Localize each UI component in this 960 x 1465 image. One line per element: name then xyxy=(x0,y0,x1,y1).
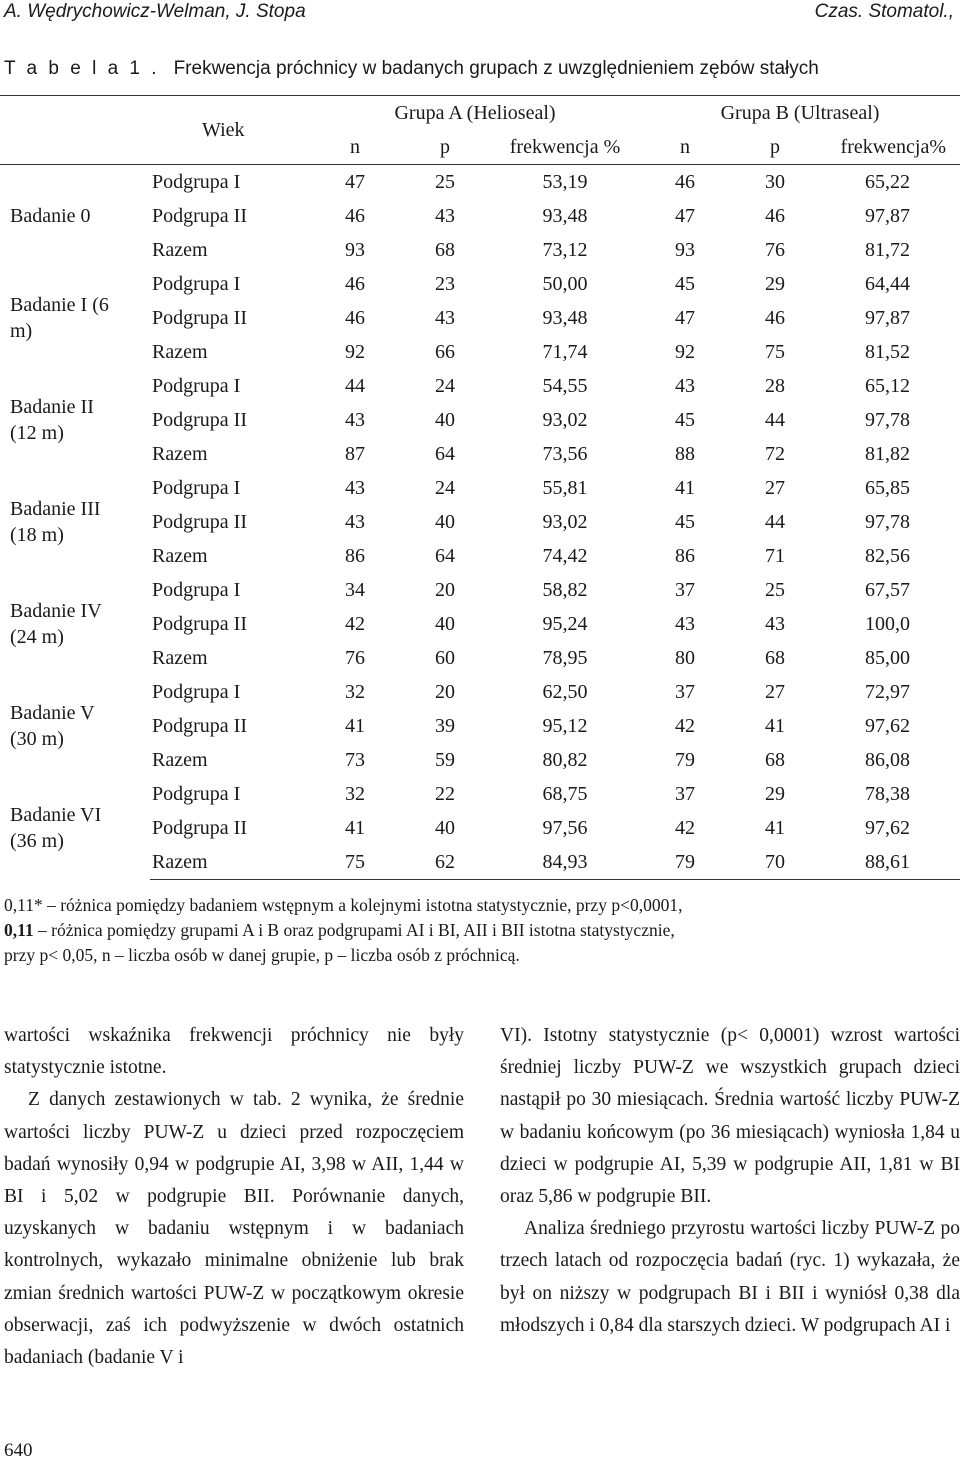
study-label: Badanie IV (24 m) xyxy=(10,600,102,648)
body-column-right xyxy=(500,1020,960,1342)
cell-b-p: 44 xyxy=(765,510,786,533)
cell-b-n: 42 xyxy=(675,714,696,737)
running-header-journal: Czas. Stomatol., xyxy=(814,1,954,22)
cell-b-n: 43 xyxy=(675,612,696,635)
subgroup-label: Podgrupa II xyxy=(152,408,247,431)
cell-a-n: 75 xyxy=(310,845,400,880)
cell-a-p: 43 xyxy=(435,306,455,329)
cell-b-n: 45 xyxy=(675,272,696,295)
cell-b-n: 46 xyxy=(675,170,696,193)
cell-a-frequency: 55,81 xyxy=(542,476,588,499)
table-body xyxy=(0,165,960,880)
table-row xyxy=(0,777,960,811)
cell-b-frequency: 81,52 xyxy=(865,340,911,363)
cell-b-frequency: 85,00 xyxy=(865,646,911,669)
cell-a-frequency: 78,95 xyxy=(542,646,588,669)
cell-b-n: 37 xyxy=(675,782,696,805)
cell-a-frequency: 84,93 xyxy=(490,845,640,880)
cell-b-n: 86 xyxy=(675,544,696,567)
body-column-left xyxy=(4,1020,464,1374)
results-table xyxy=(0,95,960,880)
paragraph: Z danych zestawionych w tab. 2 wynika, że średnie wartości liczby PUW-Z u dzieci przed rozpoczęciem badań wynosiły 0,94 w podgrupie AI, 3,98 w AII, 1,44 w BI i 5,02 w podgrupie BII. Porównanie danych, uzyskanych w badaniu wstępnym i w badaniach kontrolnych, wykazało minimalne obniżenie lub brak zmian średnich wartości PUW-Z w początkowym okresie obserwacji, zaś ich podwyższenie w dwóch ostatnich badaniach (badanie V i xyxy=(4,1089,464,1369)
header-b-n: n xyxy=(680,135,691,158)
cell-a-p: 40 xyxy=(435,816,455,839)
header-group-a: Grupa A (Helioseal) xyxy=(394,101,556,124)
cell-b-n: 79 xyxy=(675,748,696,771)
cell-b-p: 29 xyxy=(765,272,786,295)
cell-a-frequency: 68,75 xyxy=(542,782,588,805)
table-footnotes xyxy=(4,893,904,968)
footnote-line: 0,11* – różnica pomiędzy badaniem wstępnym a kolejnymi istotna statystycznie, przy p<0,0001, xyxy=(4,895,683,915)
cell-a-n: 41 xyxy=(345,714,365,737)
cell-b-n: 88 xyxy=(675,442,696,465)
cell-a-frequency: 80,82 xyxy=(542,748,588,771)
header-empty-cell xyxy=(0,96,150,131)
cell-a-n: 76 xyxy=(345,646,365,669)
cell-b-p: 46 xyxy=(765,306,786,329)
cell-b-frequency: 82,56 xyxy=(865,544,911,567)
cell-a-n: 93 xyxy=(345,238,365,261)
cell-b-p: 70 xyxy=(730,845,820,880)
cell-a-p: 60 xyxy=(435,646,455,669)
cell-a-n: 86 xyxy=(345,544,365,567)
cell-b-p: 41 xyxy=(765,816,786,839)
cell-a-p: 64 xyxy=(435,442,455,465)
cell-b-p: 30 xyxy=(765,170,786,193)
subgroup-label: Podgrupa I xyxy=(152,374,241,397)
header-b-frequency: frekwencja% xyxy=(840,135,947,158)
footnote-line xyxy=(4,918,904,943)
results-table-wrapper xyxy=(0,95,960,880)
cell-a-p: 40 xyxy=(435,408,455,431)
study-label: Badanie 0 xyxy=(10,205,91,227)
cell-b-n: 79 xyxy=(640,845,730,880)
header-empty-cell xyxy=(0,130,150,165)
cell-b-frequency: 72,97 xyxy=(865,680,911,703)
header-a-p: p xyxy=(440,135,450,158)
header-age: Wiek xyxy=(202,118,245,141)
table-row xyxy=(0,267,960,301)
table-header-row-1 xyxy=(0,96,960,131)
subgroup-label: Razem xyxy=(150,845,310,880)
cell-b-p: 68 xyxy=(765,646,786,669)
cell-a-p: 62 xyxy=(400,845,490,880)
study-label: Badanie I (6 m) xyxy=(10,294,109,342)
cell-b-frequency: 65,85 xyxy=(865,476,911,499)
header-b-p: p xyxy=(770,135,781,158)
cell-a-p: 24 xyxy=(435,374,455,397)
cell-b-p: 44 xyxy=(765,408,786,431)
cell-b-frequency: 78,38 xyxy=(865,782,911,805)
paragraph: VI). Istotny statystycznie (p< 0,0001) wzrost wartości średniej liczby PUW-Z we wszystkich grupach dzieci nastąpił po 30 miesiącach. Średnia wartość liczby PUW-Z w badaniu końcowym (po 36 miesiącach) wyniosła 1,84 u dzieci w podgrupie AI, 5,39 w podgrupie AII, 1,81 w BI oraz 5,86 w podgrupie BII. xyxy=(500,1025,960,1208)
cell-b-p: 46 xyxy=(765,204,786,227)
cell-a-n: 87 xyxy=(345,442,365,465)
cell-a-frequency: 53,19 xyxy=(542,170,588,193)
table-row xyxy=(0,369,960,403)
cell-a-n: 43 xyxy=(345,408,365,431)
header-group-b: Grupa B (Ultraseal) xyxy=(720,101,880,124)
table-label: T a b e l a 1 . xyxy=(4,58,160,79)
subgroup-label: Razem xyxy=(152,238,208,261)
table-header-row-2 xyxy=(0,130,960,165)
table-caption xyxy=(4,57,819,81)
cell-a-n: 46 xyxy=(345,306,365,329)
study-label: Badanie V (30 m) xyxy=(10,702,95,750)
cell-b-p: 71 xyxy=(765,544,786,567)
cell-b-p: 29 xyxy=(765,782,786,805)
table-row xyxy=(0,573,960,607)
cell-b-frequency: 65,22 xyxy=(865,170,911,193)
running-header-authors: A. Wędrychowicz-Welman, J. Stopa xyxy=(4,1,306,22)
cell-b-p: 25 xyxy=(765,578,786,601)
cell-b-n: 37 xyxy=(675,680,696,703)
subgroup-label: Razem xyxy=(152,340,208,363)
study-label: Badanie II (12 m) xyxy=(10,396,94,444)
cell-b-frequency: 81,82 xyxy=(865,442,911,465)
subgroup-label: Podgrupa I xyxy=(152,272,241,295)
cell-a-frequency: 62,50 xyxy=(542,680,588,703)
cell-b-p: 41 xyxy=(765,714,786,737)
cell-b-p: 75 xyxy=(765,340,786,363)
cell-a-n: 43 xyxy=(345,476,365,499)
cell-a-p: 20 xyxy=(435,680,455,703)
cell-a-n: 34 xyxy=(345,578,365,601)
cell-a-n: 47 xyxy=(345,170,365,193)
cell-b-p: 72 xyxy=(765,442,786,465)
subgroup-label: Podgrupa II xyxy=(152,510,247,533)
cell-a-p: 40 xyxy=(435,612,455,635)
cell-b-frequency: 97,62 xyxy=(865,816,911,839)
cell-b-n: 41 xyxy=(675,476,696,499)
subgroup-label: Razem xyxy=(152,442,208,465)
cell-a-frequency: 73,56 xyxy=(542,442,588,465)
cell-a-frequency: 73,12 xyxy=(542,238,588,261)
cell-a-p: 23 xyxy=(435,272,455,295)
subgroup-label: Podgrupa II xyxy=(152,306,247,329)
cell-b-n: 47 xyxy=(675,306,696,329)
cell-b-p: 43 xyxy=(765,612,786,635)
cell-b-frequency: 97,62 xyxy=(865,714,911,737)
cell-a-frequency: 71,74 xyxy=(542,340,588,363)
cell-b-p: 76 xyxy=(765,238,786,261)
cell-b-n: 45 xyxy=(675,510,696,533)
cell-a-n: 43 xyxy=(345,510,365,533)
header-a-n: n xyxy=(350,135,360,158)
study-label: Badanie VI (36 m) xyxy=(10,804,102,853)
cell-b-frequency: 100,0 xyxy=(865,612,911,635)
cell-a-frequency: 74,42 xyxy=(542,544,588,567)
footnote-line: przy p< 0,05, n – liczba osób w danej grupie, p – liczba osób z próchnicą. xyxy=(4,945,520,965)
cell-b-n: 37 xyxy=(675,578,696,601)
cell-b-frequency: 88,61 xyxy=(820,845,960,880)
subgroup-label: Podgrupa II xyxy=(152,612,247,635)
cell-b-n: 92 xyxy=(675,340,696,363)
cell-a-p: 39 xyxy=(435,714,455,737)
cell-b-frequency: 64,44 xyxy=(865,272,911,295)
cell-a-frequency: 58,82 xyxy=(542,578,588,601)
cell-a-p: 43 xyxy=(435,204,455,227)
cell-a-n: 46 xyxy=(345,204,365,227)
cell-b-frequency: 97,87 xyxy=(865,204,911,227)
cell-a-frequency: 93,02 xyxy=(542,510,588,533)
cell-a-p: 20 xyxy=(435,578,455,601)
table-row xyxy=(0,675,960,709)
header-a-frequency: frekwencja % xyxy=(509,135,621,158)
cell-a-n: 73 xyxy=(345,748,365,771)
table-row xyxy=(0,471,960,505)
subgroup-label: Podgrupa I xyxy=(152,680,241,703)
cell-a-n: 44 xyxy=(345,374,365,397)
cell-a-n: 32 xyxy=(345,680,365,703)
cell-b-n: 47 xyxy=(675,204,696,227)
cell-a-frequency: 50,00 xyxy=(542,272,588,295)
cell-b-p: 27 xyxy=(765,680,786,703)
cell-b-frequency: 67,57 xyxy=(865,578,911,601)
cell-a-frequency: 54,55 xyxy=(542,374,588,397)
subgroup-label: Podgrupa I xyxy=(152,476,241,499)
paragraph: Analiza średniego przyrostu wartości liczby PUW-Z po trzech latach od rozpoczęcia badań (ryc. 1) wykazała, że był on niższy w podgrupach BI i BII i wyniósł 0,38 dla młodszych i 0,84 dla starszych dzieci. W podgrupach AI i xyxy=(500,1218,960,1336)
cell-a-n: 92 xyxy=(345,340,365,363)
footnote-bold-value: 0,11 xyxy=(4,920,34,940)
cell-b-p: 28 xyxy=(765,374,786,397)
subgroup-label: Podgrupa II xyxy=(152,816,247,839)
study-label: Badanie III (18 m) xyxy=(10,498,101,546)
cell-a-p: 68 xyxy=(435,238,455,261)
cell-b-n: 43 xyxy=(675,374,696,397)
cell-a-p: 66 xyxy=(435,340,455,363)
page-number: 640 xyxy=(4,1440,33,1461)
cell-b-frequency: 81,72 xyxy=(865,238,911,261)
subgroup-label: Podgrupa II xyxy=(152,204,247,227)
footnote-text: – różnica pomiędzy grupami A i B oraz podgrupami AI i BI, AII i BII istotna statystycznie, xyxy=(33,920,675,940)
cell-a-frequency: 93,48 xyxy=(542,204,588,227)
cell-a-p: 24 xyxy=(435,476,455,499)
cell-b-frequency: 65,12 xyxy=(865,374,911,397)
cell-a-frequency: 95,24 xyxy=(542,612,588,635)
cell-b-n: 80 xyxy=(675,646,696,669)
subgroup-label: Podgrupa II xyxy=(152,714,247,737)
table-title: Frekwencja próchnicy w badanych grupach z uwzględnieniem zębów stałych xyxy=(173,58,819,79)
subgroup-label: Podgrupa I xyxy=(152,578,241,601)
cell-a-p: 40 xyxy=(435,510,455,533)
cell-b-frequency: 97,87 xyxy=(865,306,911,329)
cell-b-frequency: 97,78 xyxy=(865,510,911,533)
subgroup-label: Razem xyxy=(152,748,208,771)
cell-b-n: 45 xyxy=(675,408,696,431)
cell-a-p: 64 xyxy=(435,544,455,567)
cell-a-n: 41 xyxy=(345,816,365,839)
cell-a-frequency: 97,56 xyxy=(542,816,588,839)
subgroup-label: Razem xyxy=(152,646,208,669)
cell-b-p: 27 xyxy=(765,476,786,499)
cell-a-frequency: 95,12 xyxy=(542,714,588,737)
cell-a-p: 25 xyxy=(435,170,455,193)
cell-a-p: 59 xyxy=(435,748,455,771)
subgroup-label: Podgrupa I xyxy=(152,782,241,805)
cell-b-p: 68 xyxy=(765,748,786,771)
cell-a-frequency: 93,48 xyxy=(542,306,588,329)
subgroup-label: Podgrupa I xyxy=(152,170,241,193)
subgroup-label: Razem xyxy=(152,544,208,567)
cell-a-n: 42 xyxy=(345,612,365,635)
table-row xyxy=(0,165,960,200)
cell-b-n: 93 xyxy=(675,238,696,261)
cell-a-frequency: 93,02 xyxy=(542,408,588,431)
cell-b-n: 42 xyxy=(675,816,696,839)
cell-a-p: 22 xyxy=(435,782,455,805)
cell-b-frequency: 86,08 xyxy=(865,748,911,771)
cell-a-n: 46 xyxy=(345,272,365,295)
cell-a-n: 32 xyxy=(345,782,365,805)
paragraph: wartości wskaźnika frekwencji próchnicy nie były statystycznie istotne. xyxy=(4,1025,464,1079)
cell-b-frequency: 97,78 xyxy=(865,408,911,431)
